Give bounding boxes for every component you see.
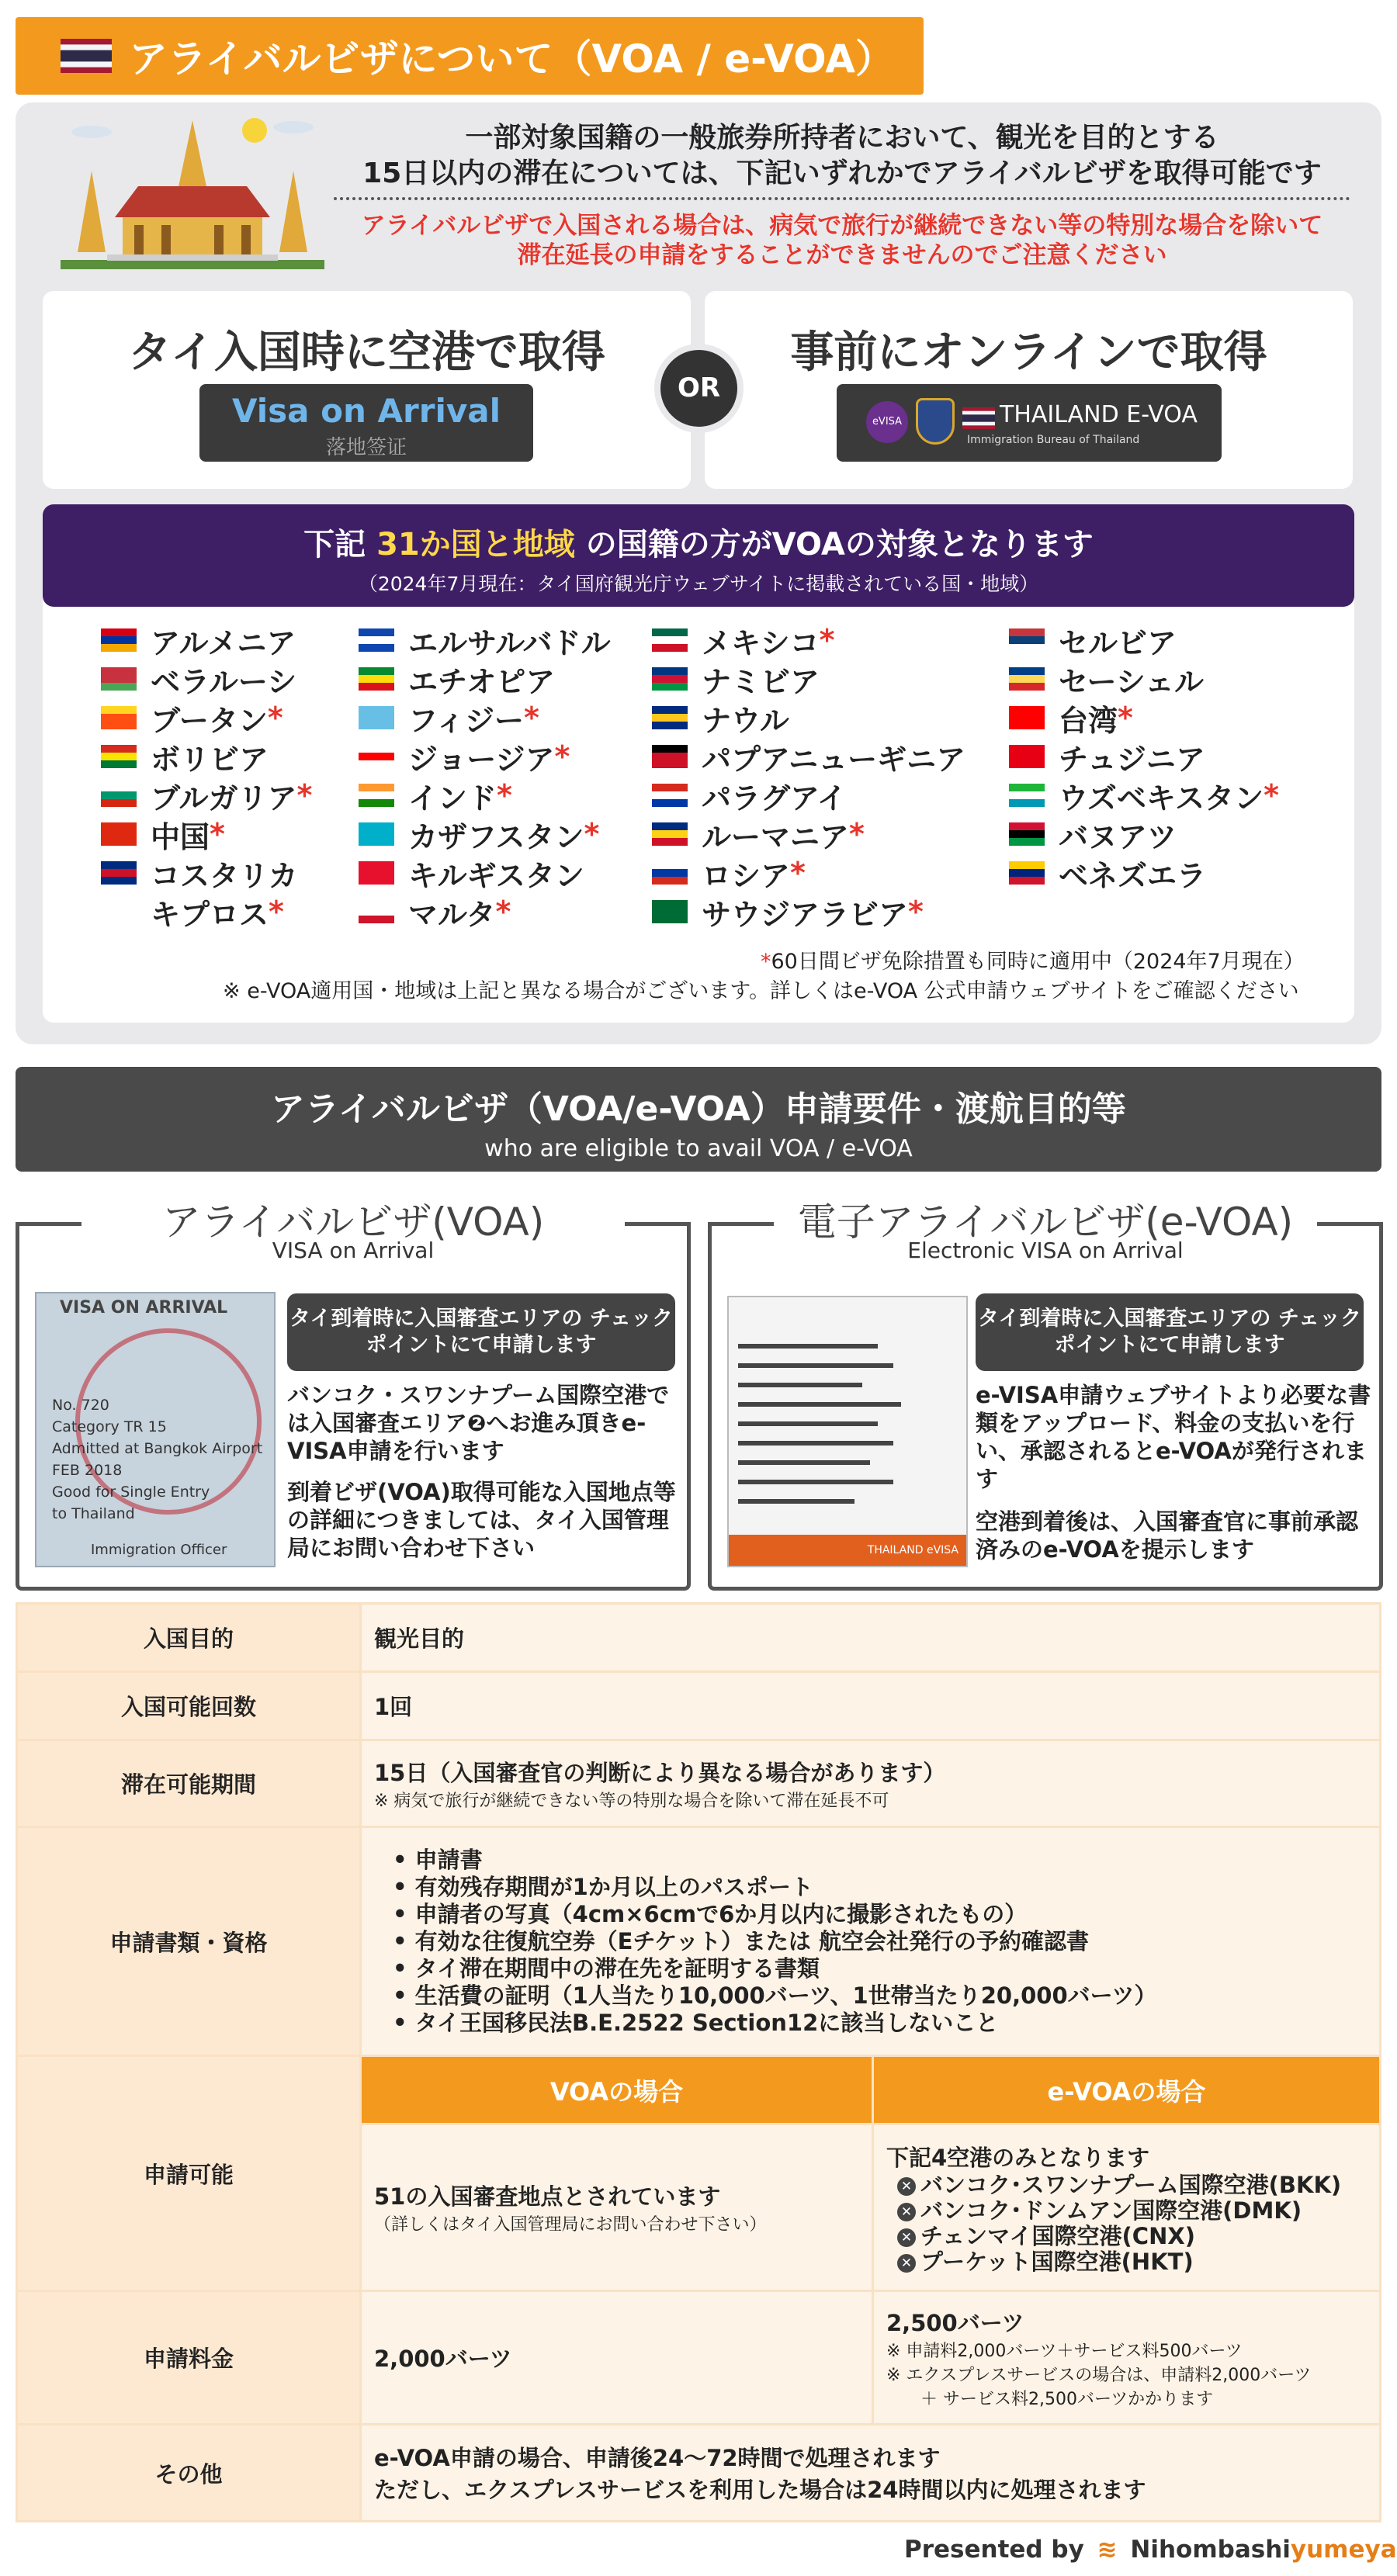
country-name: 中国 [151,819,210,854]
country-name: パラグアイ [702,781,847,815]
country-flag-icon [359,861,394,885]
voa-badge [199,384,533,462]
country-column [652,621,965,931]
country-asterisk: * [584,817,600,851]
voa-where-note: （詳しくはタイ入国管理局にお問い合わせ下さい） [374,2215,767,2235]
evoa-pill: タイ到着時に入国審査エリアの チェックポイントにて申請します [976,1293,1364,1371]
country-name: インド [408,781,497,815]
country-asterisk: * [790,856,806,890]
country-asterisk: * [267,701,283,735]
voa-body-2: 到着ビザ(VOA)取得可能な入国地点等の詳細につきましては、タイ入国管理局にお問い合わせ下さい [287,1479,676,1561]
x-circle-icon: ✕ [897,2203,916,2221]
country-item [1009,737,1279,776]
footer-presented: Presented by [904,2536,1084,2564]
country-name: コスタリカ [151,858,298,893]
country-flag-icon [1009,706,1045,729]
docs-item: • 有効残存期間が1か月以上のパスポート [393,1874,1379,1901]
brand-logo-icon: ≋ [1097,2536,1118,2564]
country-flag-icon [359,667,394,691]
warning-line-1: アライバルビザで入国される場合は、病気で旅行が継続できない等の特別な場合を除いて [361,212,1323,240]
country-item [101,660,312,698]
country-item [359,660,611,698]
country-flag-icon [652,667,688,691]
table-row [17,1827,1381,2056]
airport-list [886,2173,1379,2275]
other-line-1: e-VOA申請の場合、申請後24〜72時間で処理されます [374,2445,941,2471]
airport-item [897,2249,1379,2275]
voa-badge-sublabel: 落地签证 [325,436,407,459]
option-airport-title: タイ入国時に空港で取得 [128,327,605,378]
country-name: エチオピア [408,664,556,699]
col-header-evoa: e-VOAの場合 [873,2056,1381,2124]
country-item [652,660,965,698]
row-value-entries: 1回 [361,1672,1381,1740]
country-flag-icon [652,745,688,768]
countries-header [43,504,1354,607]
country-name: セルビア [1059,625,1177,660]
section-requirements-subtitle: who are eligible to avail VOA / e-VOA [484,1135,913,1162]
note-1-text: 60日間ビザ免除措置も同時に適用中（2024年7月現在） [771,950,1305,974]
option-airport-card [43,291,691,489]
row-label-docs: 申請書類・資格 [17,1827,361,2056]
note-evoa: ※ e-VOA適用国・地域は上記と異なる場合がございます。詳しくはe-VOA 公式申請ウェブサイトをご確認ください [223,979,1299,1003]
country-item [359,698,611,737]
voa-badge-label: Visa on Arrival [232,392,501,430]
page-title: アライバルビザについて（VOA / e-VOA） [129,36,894,81]
country-item [652,853,965,892]
table-row [17,2425,1381,2522]
country-item [652,892,965,931]
country-asterisk: * [269,895,284,929]
evoa-card [708,1200,1383,1591]
title-banner [16,17,924,95]
country-name: ウズベキスタン [1059,781,1264,815]
row-value-stay [361,1740,1381,1827]
x-circle-icon: ✕ [897,2228,916,2247]
dotted-divider [334,197,1350,200]
country-item [359,776,611,815]
country-flag-icon [359,784,394,807]
or-badge: OR [654,344,744,433]
country-name: 台湾 [1059,703,1118,738]
airport-name: チェンマイ国際空港(CNX) [920,2222,1195,2249]
table-row [17,2056,1381,2124]
evoa-heading: 電子アライバルビザ(e-VOA) [797,1200,1294,1245]
docs-item: • タイ滞在期間中の滞在先を証明する書類 [393,1955,1379,1982]
country-name: セーシェル [1059,664,1204,699]
country-name: バヌアツ [1059,819,1177,854]
country-flag-icon [1009,784,1045,807]
country-item [359,853,611,892]
section-requirements-header [16,1067,1381,1172]
evoa-fee-note-2: ※ エクスプレスサービスの場合は、申請料2,000バーツ [886,2365,1312,2385]
country-flag-icon [101,784,137,807]
evoa-fee-cell [873,2291,1381,2425]
countries-header-title [43,520,1354,564]
country-item [359,892,611,931]
country-name: ボリビア [151,742,269,777]
country-flag-icon [652,628,688,652]
airport-name: バンコク･ドンムアン国際空港(DMK) [920,2197,1302,2224]
country-asterisk: * [849,817,865,851]
row-label-stay: 滞在可能期間 [17,1740,361,1827]
country-asterisk: * [497,778,512,812]
countries-header-suffix: の国籍の方がVOAの対象となります [585,527,1094,563]
other-line-2: ただし、エクスプレスサービスを利用した場合は24時間以内に処理されます [374,2477,1146,2503]
docs-item: • 申請書 [393,1847,1379,1874]
stamp-title: VISA ON ARRIVAL [60,1298,228,1317]
country-flag-icon [1009,861,1045,885]
country-flag-icon [359,745,394,768]
footer-credit [904,2536,1397,2564]
country-flag-icon [1009,745,1045,768]
country-flag-icon [652,706,688,729]
country-flag-icon [652,900,688,923]
airport-name: プーケット国際空港(HKT) [920,2248,1194,2275]
country-flag-icon [359,628,394,652]
note-visa-exemption [761,944,1305,975]
country-column [359,621,611,931]
country-item [1009,621,1279,660]
col-header-voa: VOAの場合 [361,2056,873,2124]
country-flag-icon [101,628,137,652]
airport-item [897,2173,1379,2198]
voa-fee: 2,000バーツ [361,2291,873,2425]
brand-part-2: yumeya [1290,2536,1397,2564]
country-column [101,621,312,931]
country-flag-icon [1009,667,1045,691]
country-asterisk: * [523,701,539,735]
voa-stamp-image [35,1292,276,1567]
stay-note: ※ 病気で旅行が継続できない等の特別な場合を除いて滞在延長不可 [374,1791,889,1811]
thailand-flag-icon [962,407,995,429]
country-name: サウジアラビア [702,897,909,932]
countries-header-prefix: 下記 [303,527,366,563]
thailand-flag-icon [61,39,112,73]
country-flag-icon [1009,628,1045,652]
country-asterisk: * [908,895,924,929]
airport-name: バンコク･スワンナプーム国際空港(BKK) [920,2171,1342,2198]
evoa-where: 下記4空港のみとなります [886,2144,1150,2171]
country-name: ナミビア [702,664,820,699]
row-label-entries: 入国可能回数 [17,1672,361,1740]
immigration-emblem-icon [916,398,955,445]
country-name: ルーマニア [702,819,850,854]
voa-pill: タイ到着時に入国審査エリアの チェックポイントにて申請します [287,1293,675,1371]
country-item [652,815,965,853]
country-name: キプロス [151,897,269,932]
table-row [17,2291,1381,2425]
docs-item: • 生活費の証明（1人当たり10,000バーツ、1世帯当たり20,000バーツ） [393,1982,1379,2010]
country-name: ロシア [702,858,791,893]
voa-subheading: VISA on Arrival [272,1238,435,1263]
countries-header-sub: （2024年7月現在：タイ国府観光庁ウェブサイトに掲載されている国・地域） [358,573,1039,595]
temple-illustration-icon [61,109,324,275]
country-item [652,737,965,776]
voa-card [16,1200,691,1591]
row-label-where: 申請可能 [17,2056,361,2291]
table-row [17,1672,1381,1740]
country-name: メキシコ [702,625,820,660]
country-name: マルタ [408,897,496,932]
table-row [17,1604,1381,1672]
country-asterisk: * [819,623,835,657]
country-flag-icon [359,706,394,729]
row-value-docs [361,1827,1381,2056]
intro-text [326,120,1358,192]
voa-where: 51の入国審査地点とされています [374,2183,721,2210]
country-flag-icon [652,822,688,846]
country-item [1009,660,1279,698]
evoa-badge-sublabel: Immigration Bureau of Thailand [967,434,1140,446]
intro-line-1: 一部対象国籍の一般旅券所持者において、観光を目的とする [465,122,1219,154]
country-name: カザフスタン [408,819,584,854]
country-name: アルメニア [151,625,296,660]
stay-value: 15日（入国審査官の判断により異なる場合があります） [374,1759,946,1786]
country-item [1009,776,1279,815]
country-item [101,698,312,737]
country-item [1009,815,1279,853]
row-value-purpose: 観光目的 [361,1604,1381,1672]
country-item [359,621,611,660]
country-name: パプアニューギニア [702,742,966,777]
voa-where-cell [361,2124,873,2291]
footer-brand [1130,2536,1396,2564]
country-asterisk: * [495,895,511,929]
country-item [101,776,312,815]
brand-part-1: Nihombashi [1130,2536,1291,2564]
evisa-logo-icon: eVISA [866,401,908,443]
evoa-badge-label: THAILAND E-VOA [1000,401,1198,428]
country-flag-icon [1009,822,1045,846]
option-online-title: 事前にオンラインで取得 [790,327,1267,378]
docs-item: • タイ王国移民法B.E.2522 Section12に該当しないこと [393,2010,1379,2037]
country-item [1009,853,1279,892]
country-item [101,621,312,660]
evoa-where-cell [873,2124,1381,2291]
x-circle-icon: ✕ [897,2177,916,2196]
country-name: ブータン [151,703,268,738]
evoa-body-2: 空港到着後は、入国審査官に事前承認済みのe-VOAを提示します [976,1508,1359,1563]
country-flag-icon [101,706,137,729]
country-asterisk: * [554,739,570,774]
stamp-officer: Immigration Officer [91,1542,227,1558]
docs-item: • 申請者の写真（4cm×6cmで6か月以内に撮影されたもの） [393,1901,1379,1928]
evoa-screenshot-footer: THAILAND eVISA [729,1535,966,1566]
voa-body-1: バンコク・スワンナプーム国際空港では入国審査エリア❷へお進み頂きe-VISA申請を行います [287,1382,670,1464]
country-flag-icon [652,861,688,885]
country-column [1009,621,1279,892]
evoa-subheading: Electronic VISA on Arrival [907,1238,1184,1263]
country-asterisk: * [1118,701,1133,735]
requirements-table [16,1602,1381,2522]
country-asterisk: * [296,778,313,812]
intro-line-2: 15日以内の滞在については、下記いずれかでアライバルビザを取得可能です [362,158,1322,189]
countries-header-highlight: 31か国と地域 [376,527,575,563]
country-item [652,621,965,660]
table-row [17,1740,1381,1827]
docs-item: • 有効な往復航空券（Eチケット）または 航空会社発行の予約確認書 [393,1928,1379,1955]
country-asterisk: * [1264,778,1279,812]
country-asterisk: * [210,817,225,851]
country-name: チュジニア [1059,742,1205,777]
row-label-fee: 申請料金 [17,2291,361,2425]
country-flag-icon [101,667,137,691]
country-item [101,853,312,892]
country-item [101,737,312,776]
country-name: フィジー [408,703,524,738]
airport-item [897,2224,1379,2249]
row-label-purpose: 入国目的 [17,1604,361,1672]
note-asterisk: * [761,950,771,974]
country-flag-icon [652,784,688,807]
airport-item [897,2198,1379,2224]
country-item [101,892,312,931]
country-item [1009,698,1279,737]
option-online-card [705,291,1353,489]
row-value-other [361,2425,1381,2522]
evoa-screenshot-image [727,1296,968,1567]
country-flag-icon [359,900,394,923]
voa-heading: アライバルビザ(VOA) [161,1200,545,1245]
x-circle-icon: ✕ [897,2254,916,2273]
evoa-fee: 2,500バーツ [886,2309,1024,2336]
section-requirements-title: アライバルビザ（VOA/e-VOA）申請要件・渡航目的等 [271,1089,1126,1129]
evoa-badge [837,384,1222,462]
country-item [652,698,965,737]
stamp-text: No. 720 Category TR 15 Admitted at Bangkok Airport FEB 2018 Good for Single Entry to Thailand [52,1397,263,1522]
warning-text [326,211,1358,270]
country-name: キルギスタン [408,858,584,893]
country-name: ベネズエラ [1059,858,1207,893]
country-item [359,737,611,776]
evoa-fee-note-3: ＋ サービス料2,500バーツかかります [920,2389,1214,2409]
country-item [359,815,611,853]
country-flag-icon [101,861,137,885]
country-item [652,776,965,815]
evoa-fee-note-1: ※ 申請料2,000バーツ＋サービス料500バーツ [886,2341,1243,2361]
country-flag-icon [101,745,137,768]
country-flag-icon [101,822,137,846]
country-name: ナウル [702,703,789,738]
country-flag-icon [101,900,137,923]
country-name: エルサルバドル [408,625,611,660]
row-label-other: その他 [17,2425,361,2522]
evoa-body-1: e-VISA申請ウェブサイトより必要な書類をアップロード、料金の支払いを行い、承認されるとe-VOAが発行されます [976,1382,1371,1492]
country-name: ベラルーシ [151,664,297,699]
warning-line-2: 滞在延長の申請をすることができませんのでご注意ください [517,241,1167,269]
country-name: ブルガリア [151,781,297,815]
country-flag-icon [359,822,394,846]
country-name: ジョージア [408,742,555,777]
docs-list [393,1847,1379,2037]
country-item [101,815,312,853]
